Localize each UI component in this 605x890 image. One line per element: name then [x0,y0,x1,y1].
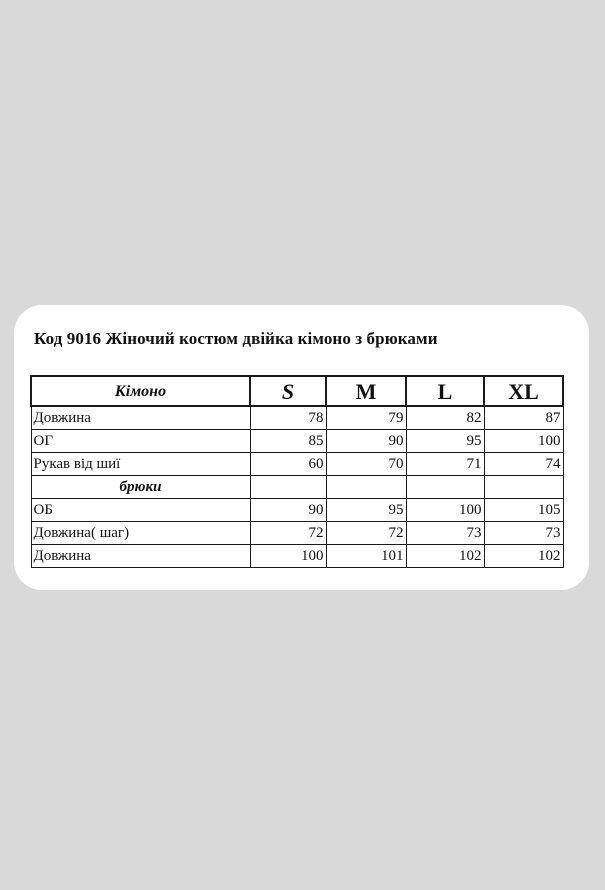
empty-cell [484,476,563,499]
cell-value: 60 [250,453,326,476]
document-title: Код 9016 Жіночий костюм двійка кімоно з брюками [34,329,438,348]
cell-value: 90 [326,430,406,453]
empty-cell [406,476,484,499]
cell-value: 73 [406,522,484,545]
section-label-trousers: брюки [31,476,250,499]
cell-value: 79 [326,406,406,430]
table-row [31,406,563,430]
row-label: Довжина [31,545,250,568]
cell-value: 71 [406,453,484,476]
row-label: Рукав від шиї [31,453,250,476]
column-header-size: XL [484,376,563,406]
cell-value: 78 [250,406,326,430]
cell-value: 100 [406,499,484,522]
size-chart-card [14,305,589,590]
cell-value: 85 [250,430,326,453]
row-label: ОГ [31,430,250,453]
cell-value: 70 [326,453,406,476]
table-row [31,430,563,453]
row-label: Довжина( шаг) [31,522,250,545]
row-label: ОБ [31,499,250,522]
cell-value: 72 [250,522,326,545]
table-row [31,499,563,522]
cell-value: 100 [250,545,326,568]
cell-value: 102 [406,545,484,568]
table-row [31,453,563,476]
size-table [30,375,564,568]
empty-cell [250,476,326,499]
empty-cell [326,476,406,499]
cell-value: 105 [484,499,563,522]
cell-value: 74 [484,453,563,476]
column-header-size: S [250,376,326,406]
cell-value: 90 [250,499,326,522]
cell-value: 95 [406,430,484,453]
cell-value: 87 [484,406,563,430]
section-row [31,476,563,499]
table-row [31,545,563,568]
cell-value: 82 [406,406,484,430]
column-header-name: Кімоно [31,376,250,406]
cell-value: 101 [326,545,406,568]
column-header-size: L [406,376,484,406]
cell-value: 95 [326,499,406,522]
table-header-row [31,376,563,406]
cell-value: 100 [484,430,563,453]
table-row [31,522,563,545]
cell-value: 102 [484,545,563,568]
column-header-size: M [326,376,406,406]
cell-value: 72 [326,522,406,545]
cell-value: 73 [484,522,563,545]
row-label: Довжина [31,406,250,430]
